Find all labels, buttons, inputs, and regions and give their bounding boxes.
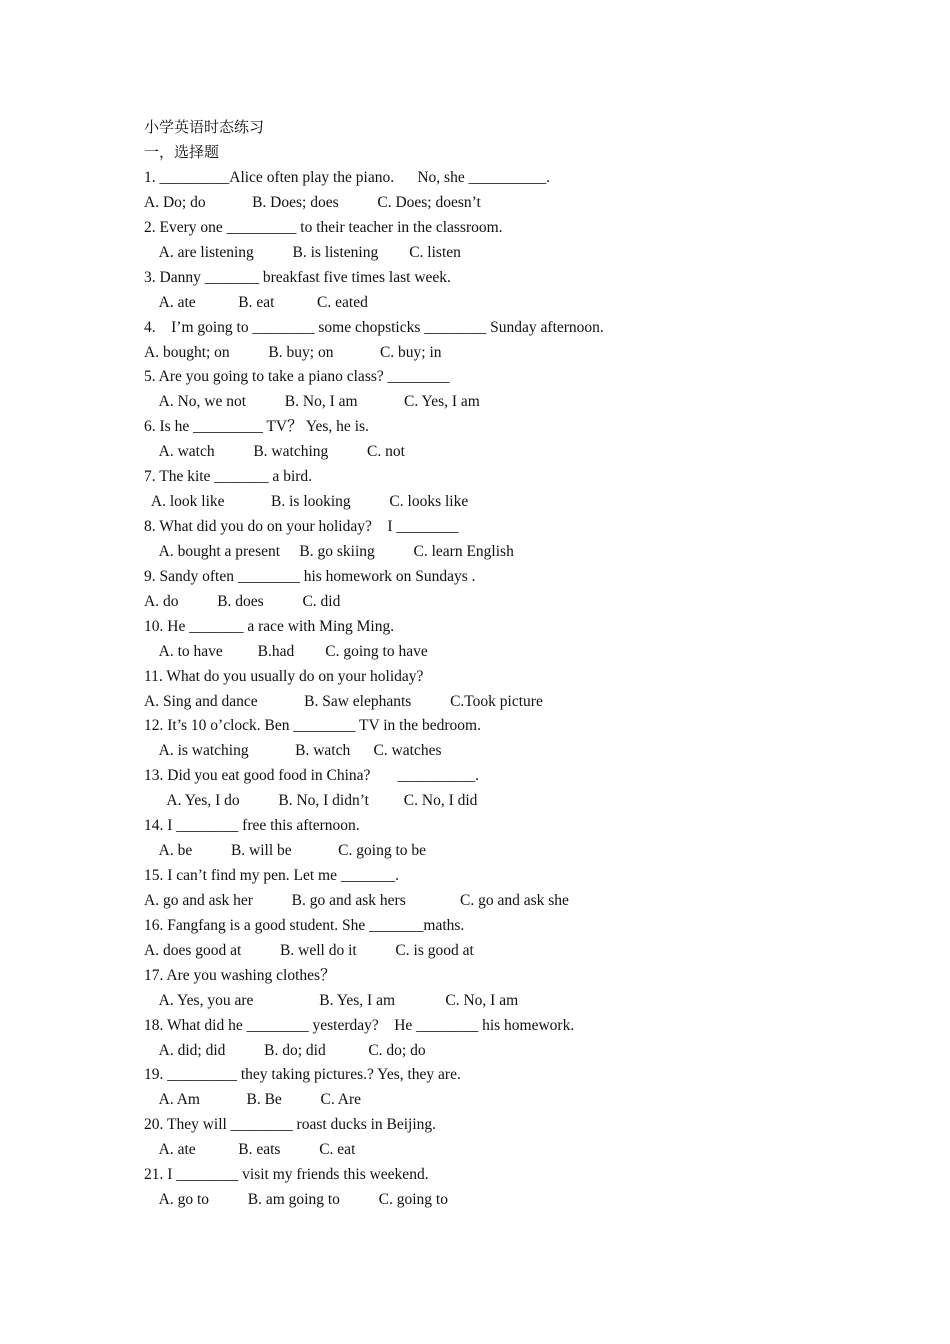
answer-options-line: A. look like B. is looking C. looks like xyxy=(144,493,469,511)
answer-options-line: A. Yes, I do B. No, I didn’t C. No, I did xyxy=(144,792,478,810)
answer-options-line: A. are listening B. is listening C. listen xyxy=(144,243,461,261)
question-line: 4. I’m going to ________ some chopsticks ________ Sunday afternoon. xyxy=(144,318,604,336)
question-line: 21. I ________ visit my friends this weekend. xyxy=(144,1166,429,1184)
question-line: 14. I ________ free this afternoon. xyxy=(144,817,360,835)
answer-options-line: A. does good at B. well do it C. is good at xyxy=(144,941,474,959)
question-line: 19. _________ they taking pictures.? Yes, they are. xyxy=(144,1066,461,1084)
question-line: 2. Every one _________ to their teacher in the classroom. xyxy=(144,218,503,236)
answer-options-line: A. Am B. Be C. Are xyxy=(144,1091,362,1109)
question-line: 13. Did you eat good food in China? __________. xyxy=(144,767,479,785)
question-line: 16. Fangfang is a good student. She _______maths. xyxy=(144,916,465,934)
question-line: 15. I can’t find my pen. Let me _______. xyxy=(144,867,399,885)
answer-options-line: A. bought; on B. buy; on C. buy; in xyxy=(144,343,442,361)
answer-options-line: A. go and ask her B. go and ask hers C. go and ask she xyxy=(144,891,569,909)
answer-options-line: A. watch B. watching C. not xyxy=(144,443,405,461)
answer-options-line: A. did; did B. do; did C. do; do xyxy=(144,1041,426,1059)
question-line: 7. The kite _______ a bird. xyxy=(144,468,313,486)
question-line: 3. Danny _______ breakfast five times last week. xyxy=(144,268,451,286)
question-line: 5. Are you going to take a piano class? ________ xyxy=(144,368,450,386)
question-line: 6. Is he _________ TV？ Yes, he is. xyxy=(144,418,369,436)
question-line: 1. _________Alice often play the piano. No, she __________. xyxy=(144,169,550,186)
answer-options-line: A. go to B. am going to C. going to xyxy=(144,1191,448,1209)
answer-options-line: A. ate B. eat C. eated xyxy=(144,293,368,311)
section-heading: 一，选择题 xyxy=(144,145,220,161)
question-line: 18. What did he ________ yesterday? He ________ his homework. xyxy=(144,1016,575,1034)
answer-options-line: A. to have B.had C. going to have xyxy=(144,642,428,660)
question-line: 10. He _______ a race with Ming Ming. xyxy=(144,617,395,635)
answer-options-line: A. ate B. eats C. eat xyxy=(144,1141,356,1159)
answer-options-line: A. is watching B. watch C. watches xyxy=(144,742,442,760)
question-line: 12. It’s 10 o’clock. Ben ________ TV in the bedroom. xyxy=(144,717,481,735)
answer-options-line: A. Sing and dance B. Saw elephants C.Took picture xyxy=(144,692,543,710)
answer-options-line: A. Yes, you are B. Yes, I am C. No, I am xyxy=(144,991,519,1009)
answer-options-line: A. Do; do B. Does; does C. Does; doesn’t xyxy=(144,193,481,211)
question-line: 20. They will ________ roast ducks in Beijing. xyxy=(144,1116,437,1134)
answer-options-line: A. No, we not B. No, I am C. Yes, I am xyxy=(144,393,480,411)
question-line: 17. Are you washing clothes？ xyxy=(144,966,336,984)
answer-options-line: A. do B. does C. did xyxy=(144,592,341,610)
question-line: 8. What did you do on your holiday? I ________ xyxy=(144,518,459,536)
question-line: 11. What do you usually do on your holiday? xyxy=(144,667,424,685)
answer-options-line: A. bought a present B. go skiing C. learn English xyxy=(144,542,514,560)
answer-options-line: A. be B. will be C. going to be xyxy=(144,842,427,860)
document-title: 小学英语时态练习 xyxy=(144,120,265,136)
question-line: 9. Sandy often ________ his homework on Sundays . xyxy=(144,567,476,585)
